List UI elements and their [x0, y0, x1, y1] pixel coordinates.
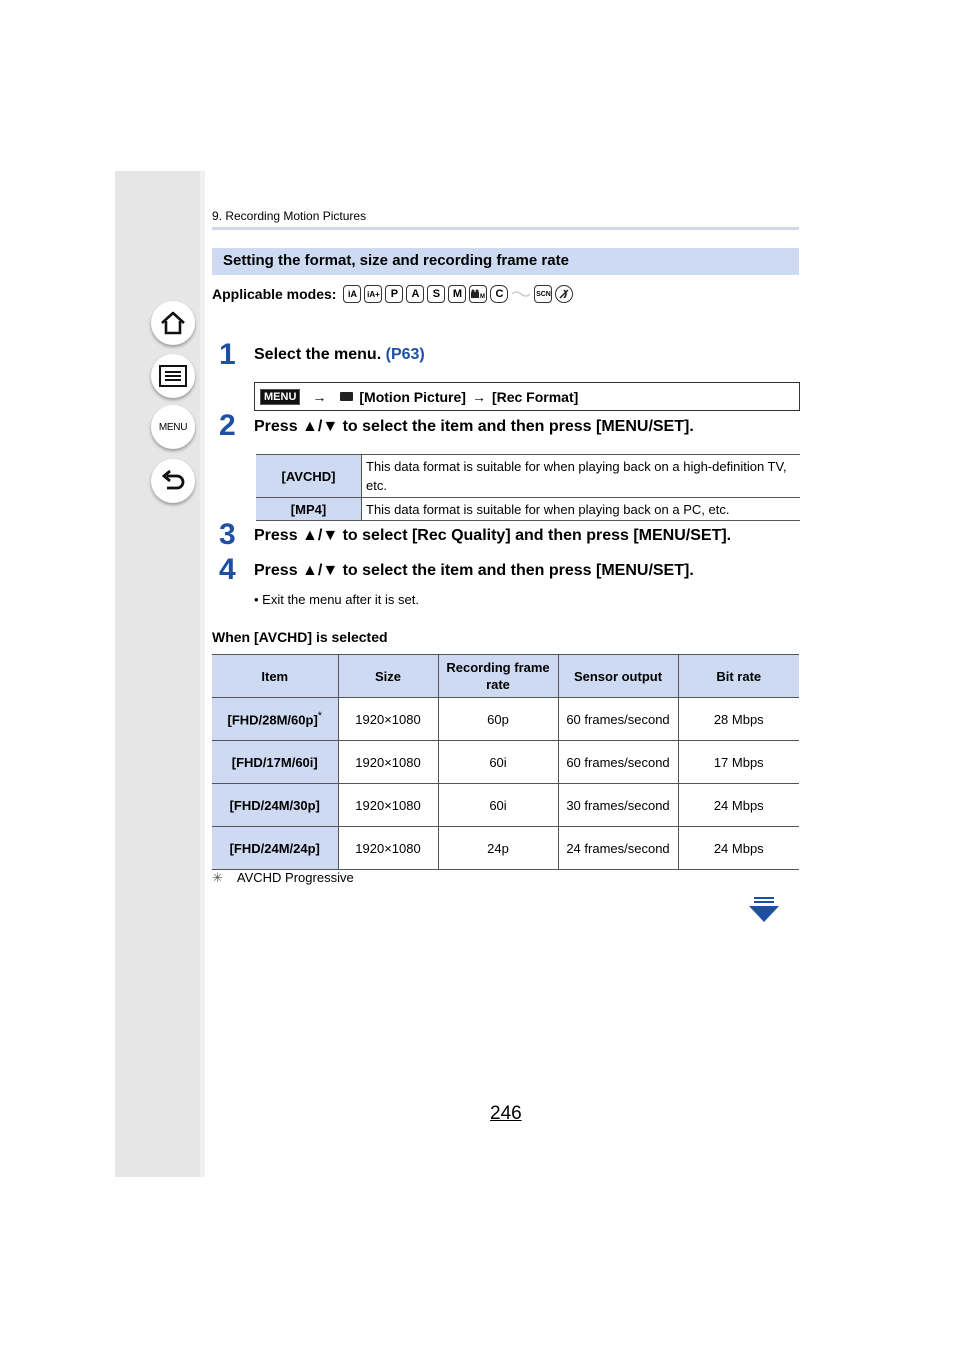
cell-sensor-output: 24 frames/second	[558, 827, 678, 870]
format-desc: This data format is suitable for when playing back on a high-definition TV, etc.	[362, 455, 801, 498]
format-key: [MP4]	[256, 498, 362, 521]
mode-ia-plus-icon: iA+	[364, 285, 382, 303]
header-sensor-output: Sensor output	[558, 655, 678, 698]
applicable-modes	[212, 284, 573, 304]
home-button[interactable]	[151, 301, 195, 345]
next-page-arrow-icon	[748, 897, 780, 923]
next-page-button[interactable]	[748, 897, 780, 928]
cell-frame-rate: 60p	[438, 698, 558, 741]
svg-text:M: M	[480, 294, 486, 299]
format-key: [AVCHD]	[256, 455, 362, 498]
cell-frame-rate: 60i	[438, 784, 558, 827]
header-bit-rate: Bit rate	[678, 655, 799, 698]
step-2-text: Press ▲/▼ to select the item and then press [MENU/SET].	[254, 418, 694, 435]
menu-path-item-1: [Motion Picture]	[359, 388, 466, 405]
table-row	[212, 741, 799, 784]
menu-label: MENU	[158, 421, 188, 433]
cell-item: [FHD/17M/60i]	[212, 741, 338, 784]
cell-sensor-output: 60 frames/second	[558, 741, 678, 784]
back-arrow-icon	[159, 467, 187, 495]
p63-link[interactable]: (P63)	[385, 346, 425, 363]
home-icon	[159, 309, 187, 337]
table-row	[256, 498, 800, 521]
cell-bit-rate: 17 Mbps	[678, 741, 799, 784]
table-row	[212, 698, 799, 741]
format-desc: This data format is suitable for when playing back on a PC, etc.	[362, 498, 801, 521]
mode-guide-icon	[511, 285, 531, 303]
sidebar-edge	[200, 171, 205, 1177]
mode-m-icon: M	[448, 285, 466, 303]
mode-p-icon: P	[385, 285, 403, 303]
cell-size: 1920×1080	[338, 698, 438, 741]
mode-ia-icon: iA	[343, 285, 361, 303]
menu-badge: MENU	[260, 389, 300, 405]
note: • Exit the menu after it is set.	[254, 592, 419, 607]
mode-movie-m-icon	[469, 285, 487, 303]
cell-bit-rate: 24 Mbps	[678, 827, 799, 870]
header-rule	[212, 227, 799, 230]
step-2-number: 2	[219, 409, 236, 442]
mode-creative-icon	[555, 285, 573, 303]
step-1-number: 1	[219, 338, 236, 371]
avchd-progressive-mark: *	[317, 710, 322, 723]
cell-item	[212, 698, 338, 741]
avchd-table	[212, 654, 799, 870]
cell-item: [FHD/24M/24p]	[212, 827, 338, 870]
cell-size: 1920×1080	[338, 784, 438, 827]
mode-scn-icon: SCN	[534, 285, 552, 303]
table-row	[212, 784, 799, 827]
cell-sensor-output: 60 frames/second	[558, 698, 678, 741]
step-4-number: 4	[219, 553, 236, 586]
cell-bit-rate: 28 Mbps	[678, 698, 799, 741]
menu-path-item-2: [Rec Format]	[491, 388, 579, 405]
cell-size: 1920×1080	[338, 741, 438, 784]
step-4-text: Press ▲/▼ to select the item and then press [MENU/SET].	[254, 562, 694, 579]
step-3-number: 3	[219, 518, 236, 551]
table-header-row	[212, 655, 799, 698]
footnote-mark: ✳	[212, 870, 223, 885]
cell-size: 1920×1080	[338, 827, 438, 870]
header-frame-rate: Recording frame rate	[438, 655, 558, 698]
cell-sensor-output: 30 frames/second	[558, 784, 678, 827]
menu-path-arrow-2: →	[471, 388, 486, 405]
header-item: Item	[212, 655, 338, 698]
list-icon	[158, 364, 188, 388]
menu-path	[254, 382, 800, 411]
header-size: Size	[338, 655, 438, 698]
cell-item-label: [FHD/28M/60p]	[227, 712, 318, 728]
breadcrumb: 9. Recording Motion Pictures	[212, 209, 367, 223]
section-title: Setting the format, size and recording frame rate	[212, 248, 799, 275]
modes-label: Applicable modes:	[212, 286, 337, 302]
format-table	[256, 454, 800, 521]
page-number[interactable]: 246	[490, 1103, 522, 1124]
step-1-label: Select the menu.	[254, 346, 382, 363]
motion-picture-icon	[340, 392, 353, 401]
cell-frame-rate: 60i	[438, 741, 558, 784]
mode-a-icon: A	[406, 285, 424, 303]
sub-heading: When [AVCHD] is selected	[212, 629, 388, 645]
step-1-text	[254, 346, 425, 364]
step-3-text: Press ▲/▼ to select [Rec Quality] and then press [MENU/SET].	[254, 527, 732, 544]
mode-s-icon: S	[427, 285, 445, 303]
table-row	[256, 455, 800, 498]
cell-item: [FHD/24M/30p]	[212, 784, 338, 827]
back-button[interactable]	[151, 459, 195, 503]
footnote	[212, 870, 354, 886]
mode-c-icon: C	[490, 285, 508, 303]
cell-bit-rate: 24 Mbps	[678, 784, 799, 827]
table-row	[212, 827, 799, 870]
menu-path-arrow-1: →	[312, 388, 327, 405]
footnote-text: AVCHD Progressive	[236, 870, 354, 885]
menu-button[interactable]	[151, 405, 195, 449]
cell-frame-rate: 24p	[438, 827, 558, 870]
contents-button[interactable]	[151, 354, 195, 398]
